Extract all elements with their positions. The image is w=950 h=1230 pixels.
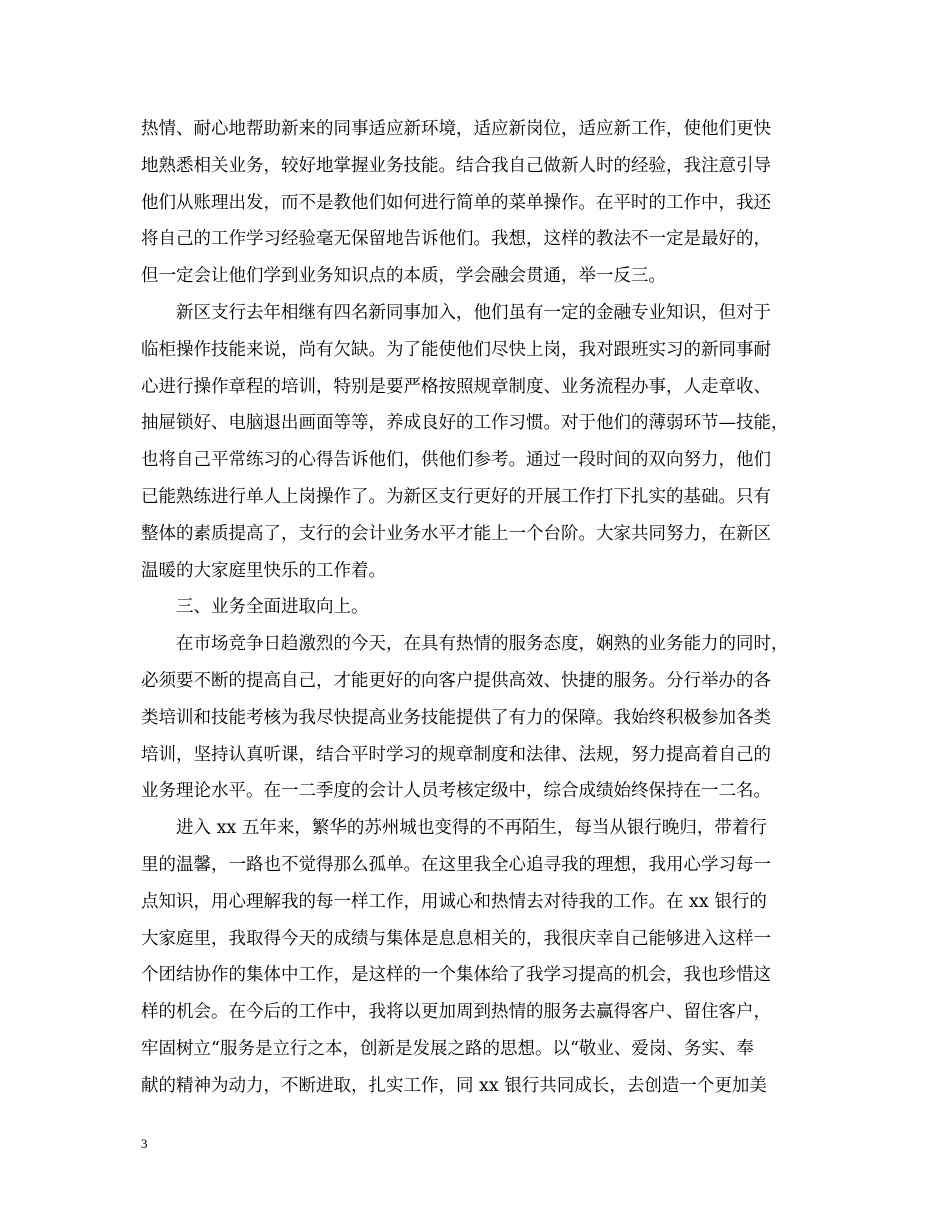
text-line: 个团结协作的集体中工作，是这样的一个集体给了我学习提高的机会，我也珍惜这 (141, 965, 771, 986)
text-line: 培训，坚持认真听课，结合平时学习的规章制度和法律、法规，努力提高着自己的 (141, 744, 771, 765)
text-line: 临柜操作技能来说，尚有欠缺。为了能使他们尽快上岗，我对跟班实习的新同事耐 (141, 339, 771, 360)
text-line: 必须要不断的提高自己，才能更好的向客户提供高效、快捷的服务。分行举办的各 (141, 670, 771, 691)
text-line: 整体的素质提高了，支行的会计业务水平才能上一个台阶。大家共同努力，在新区 (141, 523, 771, 544)
text-line: 进入 xx 五年来，繁华的苏州城也变得的不再陌生，每当从银行晚归，带着行 (176, 818, 767, 839)
text-line: 牢固树立“服务是立行之本，创新是发展之路的思想。以“敬业、爱岗、务实、奉 (141, 1038, 754, 1059)
text-line: 抽屉锁好、电脑退出画面等等，养成良好的工作习惯。对于他们的薄弱环节—技能， (141, 413, 789, 434)
text-line: 温暖的大家庭里快乐的工作着。 (141, 560, 386, 581)
text-line: 献的精神为动力，不断进取，扎实工作，同 xx 银行共同成长，去创造一个更加美 (141, 1075, 767, 1096)
text-line: 热情、耐心地帮助新来的同事适应新环境，适应新岗位，适应新工作，使他们更快 (141, 119, 771, 139)
text-line: 他们从账理出发，而不是教他们如何进行简单的菜单操作。在平时的工作中，我还 (141, 192, 771, 213)
text-line: 新区支行去年相继有四名新同事加入，他们虽有一定的金融专业知识，但对于 (176, 302, 771, 323)
text-line: 里的温馨，一路也不觉得那么孤单。在这里我全心追寻我的理想，我用心学习每一 (141, 854, 771, 875)
text-line: 心进行操作章程的培训，特别是要严格按照规章制度、业务流程办事，人走章收、 (141, 376, 771, 397)
body-text (141, 111, 831, 1105)
text-line: 但一定会让他们学到业务知识点的本质，学会融会贯通，举一反三。 (141, 266, 666, 287)
text-line: 点知识，用心理解我的每一样工作，用诚心和热情去对待我的工作。在 xx 银行的 (141, 891, 767, 912)
text-line: 三、业务全面进取向上。 (176, 597, 369, 618)
text-line: 已能熟练进行单人上岗操作了。为新区支行更好的开展工作打下扎实的基础。只有 (141, 486, 771, 507)
text-line: 也将自己平常练习的心得告诉他们，供他们参考。通过一段时间的双向努力，他们 (141, 450, 771, 471)
text-line: 业务理论水平。在一二季度的会计人员考核定级中，综合成绩始终保持在一二名。 (141, 781, 771, 802)
text-line: 大家庭里，我取得今天的成绩与集体是息息相关的，我很庆幸自己能够进入这样一 (141, 928, 771, 949)
page-number: 3 (141, 1136, 148, 1151)
text-line: 样的机会。在今后的工作中，我将以更加周到热情的服务去赢得客户、留住客户， (141, 1002, 771, 1023)
text-line: 类培训和技能考核为我尽快提高业务技能提供了有力的保障。我始终积极参加各类 (141, 707, 771, 728)
text-line: 在市场竞争日趋激烈的今天，在具有热情的服务态度，娴熟的业务能力的同时， (176, 634, 789, 655)
text-line: 将自己的工作学习经验毫无保留地告诉他们。我想，这样的教法不一定是最好的， (141, 229, 771, 250)
text-line: 地熟悉相关业务，较好地掌握业务技能。结合我自己做新人时的经验，我注意引导 (141, 155, 771, 176)
